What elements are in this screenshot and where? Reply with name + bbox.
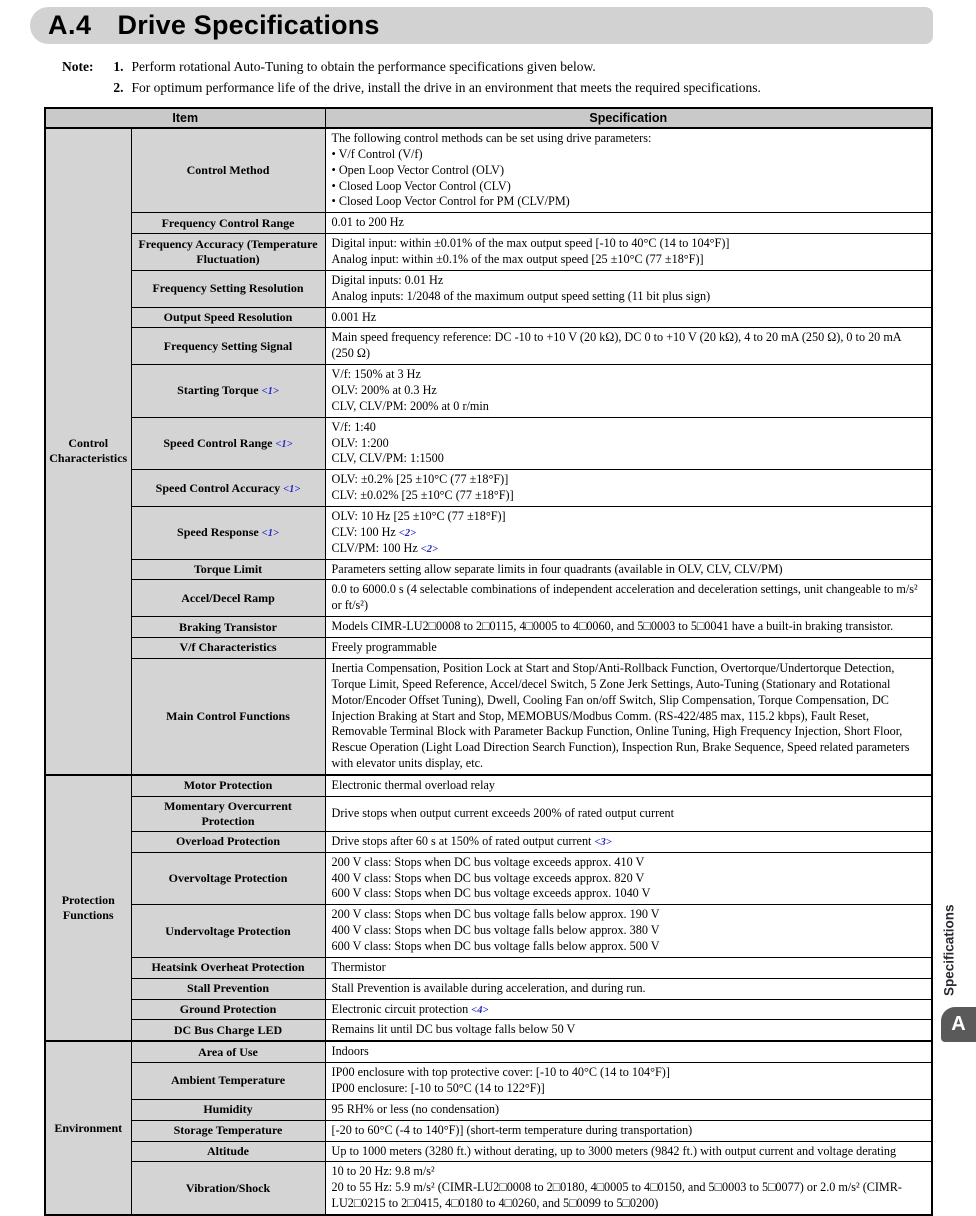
spec-line: CLV/PM: 100 Hz <2> xyxy=(331,540,439,555)
spec-line: Inertia Compensation, Position Lock at Start and Stop/Anti-Rollback Function, Overtorque/Undertorque Detection, Torque Limit, Speed Reference, Accel/decel Switch, 5 Zone Jerk Settings, Auto-Tuning (Stationary and Rotational Motor/Encoder Offset Tuning), Dwell, Cooling Fan on/off Switch, Slip Compensation, Torque Compensation, DC Injection Braking at Start and Stop, MEMOBUS/Modbus Comm. (RS-422/485 max, 115.2 kbps), Fault Reset, Removable Terminal Block with Parameter Backup Function, Online Tuning, High Frequency Injection, Short Floor, Rescue Operation (Light Load Direction Search Function), Inspection Run, Brake Sequence, Speed related parameters with elevator units display, etc. xyxy=(331,660,910,771)
spec-cell xyxy=(325,1041,932,1062)
spec-line: OLV: 10 Hz [25 ±10°C (77 ±18°F)] xyxy=(331,509,506,524)
item-cell: Momentary Overcurrent Protection xyxy=(131,796,325,831)
item-cell: Ambient Temperature xyxy=(131,1063,325,1100)
table-row xyxy=(45,1120,932,1141)
table-row xyxy=(45,1041,932,1062)
spec-line: Remains lit until DC bus voltage falls below 50 V xyxy=(331,1022,576,1037)
spec-line: • V/f Control (V/f) xyxy=(331,146,423,161)
spec-cell xyxy=(325,852,932,905)
spec-line: CLV: ±0.02% [25 ±10°C (77 ±18°F)] xyxy=(331,488,514,503)
table-row xyxy=(45,507,932,560)
item-cell: Starting Torque <1> xyxy=(131,365,325,418)
spec-cell xyxy=(325,1020,932,1041)
table-row xyxy=(45,1141,932,1162)
item-cell: Torque Limit xyxy=(131,559,325,580)
table-row xyxy=(45,1099,932,1120)
spec-cell xyxy=(325,559,932,580)
spec-line: CLV, CLV/PM: 1:1500 xyxy=(331,451,444,466)
spec-line: 600 V class: Stops when DC bus voltage falls below approx. 500 V xyxy=(331,938,660,953)
table-header-row xyxy=(45,108,932,128)
spec-cell xyxy=(325,470,932,507)
group-cell: Protection Functions xyxy=(45,775,131,1041)
item-cell: V/f Characteristics xyxy=(131,638,325,659)
spec-cell xyxy=(325,905,932,958)
spec-cell xyxy=(325,307,932,328)
spec-line: 10 to 20 Hz: 9.8 m/s² xyxy=(331,1164,435,1179)
table-row xyxy=(45,999,932,1020)
spec-cell xyxy=(325,978,932,999)
spec-line: 0.0 to 6000.0 s (4 selectable combinations of independent acceleration and deceleration settings, unit changeable to m/s² or ft/s²) xyxy=(331,582,918,613)
table-row xyxy=(45,580,932,617)
spec-line: Analog inputs: 1/2048 of the maximum output speed setting (11 bit plus sign) xyxy=(331,288,711,303)
note-number: 1. xyxy=(113,59,124,74)
spec-line: Drive stops after 60 s at 150% of rated output current <3> xyxy=(331,833,612,848)
note-items xyxy=(103,57,760,99)
spec-line: 400 V class: Stops when DC bus voltage exceeds approx. 820 V xyxy=(331,870,645,885)
footnote-marker: <2> xyxy=(398,527,417,539)
table-row xyxy=(45,905,932,958)
table-row xyxy=(45,658,932,775)
table-row xyxy=(45,1063,932,1100)
spec-line: Drive stops when output current exceeds 200% of rated output current xyxy=(331,805,675,820)
spec-line: Digital inputs: 0.01 Hz xyxy=(331,272,444,287)
spec-line: The following control methods can be set using drive parameters: xyxy=(331,131,652,145)
table-row xyxy=(45,957,932,978)
appendix-tab-letter: A xyxy=(951,1013,966,1035)
group-cell: Environment xyxy=(45,1041,131,1215)
spec-line: 200 V class: Stops when DC bus voltage exceeds approx. 410 V xyxy=(331,854,645,869)
table-row xyxy=(45,1162,932,1215)
item-cell: Main Control Functions xyxy=(131,658,325,775)
item-cell: Speed Control Range <1> xyxy=(131,417,325,470)
spec-line: 400 V class: Stops when DC bus voltage falls below approx. 380 V xyxy=(331,923,660,938)
spec-cell xyxy=(325,365,932,418)
spec-line: V/f: 1:40 xyxy=(331,419,376,434)
footnote-marker: <3> xyxy=(594,836,612,848)
spec-line: 0.001 Hz xyxy=(331,309,377,324)
spec-line: Models CIMR-LU2□0008 to 2□0115, 4□0005 to 4□0060, and 5□0003 to 5□0041 have a built-in braking transistor. xyxy=(331,619,894,634)
spec-line: Digital input: within ±0.01% of the max output speed [-10 to 40°C (14 to 104°F)] xyxy=(331,236,730,251)
item-cell: Heatsink Overheat Protection xyxy=(131,957,325,978)
column-header-item: Item xyxy=(45,108,325,128)
spec-cell xyxy=(325,1141,932,1162)
table-row xyxy=(45,128,932,213)
table-row xyxy=(45,617,932,638)
item-cell: Storage Temperature xyxy=(131,1120,325,1141)
spec-line: Electronic thermal overload relay xyxy=(331,777,495,792)
note-text: For optimum performance life of the drive, install the drive in an environment that meets the required specifications. xyxy=(131,79,761,95)
item-cell: Frequency Accuracy (Temperature Fluctuation) xyxy=(131,234,325,271)
table-row xyxy=(45,559,932,580)
spec-line: 20 to 55 Hz: 5.9 m/s² (CIMR-LU2□0008 to 2□0180, 4□0005 to 4□0150, and 5□0003 to 5□0077) or 2.0 m/s² (CIMR-LU2□0215 to 2□0415, 4□0180 to 4□0260, and 5□0099 to 5□0200) xyxy=(331,1180,902,1211)
table-row xyxy=(45,638,932,659)
spec-line: 0.01 to 200 Hz xyxy=(331,215,404,230)
item-cell: Overload Protection xyxy=(131,831,325,852)
item-cell: Area of Use xyxy=(131,1041,325,1062)
footnote-marker: <1> xyxy=(283,483,301,495)
item-cell: Overvoltage Protection xyxy=(131,852,325,905)
spec-cell xyxy=(325,831,932,852)
spec-cell xyxy=(325,1120,932,1141)
footnote-marker: <4> xyxy=(471,1004,489,1016)
table-row xyxy=(45,417,932,470)
footnote-marker: <1> xyxy=(275,438,293,450)
section-title-banner xyxy=(30,7,933,44)
item-cell: Control Method xyxy=(131,128,325,213)
spec-line: Electronic circuit protection <4> xyxy=(331,1001,489,1016)
spec-line: 95 RH% or less (no condensation) xyxy=(331,1101,500,1116)
spec-line: [-20 to 60°C (-4 to 140°F)] (short-term temperature during transportation) xyxy=(331,1122,693,1137)
item-cell: Accel/Decel Ramp xyxy=(131,580,325,617)
section-number: A.4 xyxy=(48,10,92,40)
note-row xyxy=(103,57,760,78)
notes-block xyxy=(62,57,761,99)
table-row xyxy=(45,775,932,796)
item-cell: Undervoltage Protection xyxy=(131,905,325,958)
sidebar-vertical-label: Specifications xyxy=(941,904,957,996)
spec-line: Indoors xyxy=(331,1044,369,1059)
table-row xyxy=(45,852,932,905)
table-row xyxy=(45,470,932,507)
spec-cell xyxy=(325,999,932,1020)
spec-cell xyxy=(325,213,932,234)
item-cell: Altitude xyxy=(131,1141,325,1162)
item-cell: Motor Protection xyxy=(131,775,325,796)
spec-line: 600 V class: Stops when DC bus voltage exceeds approx. 1040 V xyxy=(331,886,651,901)
spec-line: Main speed frequency reference: DC -10 to +10 V (20 kΩ), DC 0 to +10 V (20 kΩ), 4 to 20 mA (250 Ω), 0 to 20 mA (250 Ω) xyxy=(331,330,901,361)
spec-line: Analog input: within ±0.1% of the max output speed [25 ±10°C (77 ±18°F)] xyxy=(331,252,704,267)
item-cell: Output Speed Resolution xyxy=(131,307,325,328)
spec-cell xyxy=(325,234,932,271)
table-row xyxy=(45,307,932,328)
spec-cell xyxy=(325,580,932,617)
item-cell: DC Bus Charge LED xyxy=(131,1020,325,1041)
table-row xyxy=(45,270,932,307)
table-row xyxy=(45,978,932,999)
item-cell: Ground Protection xyxy=(131,999,325,1020)
spec-line: • Open Loop Vector Control (OLV) xyxy=(331,162,505,177)
spec-cell xyxy=(325,128,932,213)
spec-line: OLV: ±0.2% [25 ±10°C (77 ±18°F)] xyxy=(331,472,509,487)
spec-line: IP00 enclosure: [-10 to 50°C (14 to 122°F)] xyxy=(331,1080,545,1095)
item-cell: Stall Prevention xyxy=(131,978,325,999)
spec-line: Freely programmable xyxy=(331,640,437,655)
spec-line: • Closed Loop Vector Control for PM (CLV/PM) xyxy=(331,194,570,209)
spec-cell xyxy=(325,796,932,831)
spec-line: CLV, CLV/PM: 200% at 0 r/min xyxy=(331,398,489,413)
spec-line: 200 V class: Stops when DC bus voltage falls below approx. 190 V xyxy=(331,907,660,922)
item-cell: Speed Response <1> xyxy=(131,507,325,560)
spec-cell xyxy=(325,328,932,365)
item-cell: Humidity xyxy=(131,1099,325,1120)
footnote-marker: <1> xyxy=(261,386,279,398)
table-row xyxy=(45,234,932,271)
item-cell: Frequency Control Range xyxy=(131,213,325,234)
table-row xyxy=(45,1020,932,1041)
note-label: Note: xyxy=(62,59,94,74)
item-cell: Speed Control Accuracy <1> xyxy=(131,470,325,507)
spec-line: Thermistor xyxy=(331,959,386,974)
page-title: Drive Specifications xyxy=(117,10,380,40)
footnote-marker: <1> xyxy=(261,528,279,540)
note-number: 2. xyxy=(113,79,124,95)
note-text: Perform rotational Auto-Tuning to obtain the performance specifications given below. xyxy=(131,59,596,74)
item-cell: Frequency Setting Signal xyxy=(131,328,325,365)
spec-cell xyxy=(325,417,932,470)
drive-specifications-table xyxy=(44,107,933,1216)
spec-line: Up to 1000 meters (3280 ft.) without derating, up to 3000 meters (9842 ft.) with output current and voltage derating xyxy=(331,1143,897,1158)
table-row xyxy=(45,831,932,852)
spec-line: Parameters setting allow separate limits in four quadrants (available in OLV, CLV, CLV/PM) xyxy=(331,561,783,576)
appendix-tab xyxy=(941,1007,976,1042)
spec-cell xyxy=(325,957,932,978)
spec-line: • Closed Loop Vector Control (CLV) xyxy=(331,178,511,193)
spec-cell xyxy=(325,775,932,796)
note-row xyxy=(103,78,760,99)
item-cell: Frequency Setting Resolution xyxy=(131,270,325,307)
footnote-marker: <2> xyxy=(420,543,439,555)
table-row xyxy=(45,365,932,418)
spec-cell xyxy=(325,1099,932,1120)
spec-cell xyxy=(325,1063,932,1100)
table-row xyxy=(45,213,932,234)
spec-line: Stall Prevention is available during acceleration, and during run. xyxy=(331,980,646,995)
table-row xyxy=(45,796,932,831)
spec-line: OLV: 1:200 xyxy=(331,435,389,450)
spec-cell xyxy=(325,617,932,638)
table-row xyxy=(45,328,932,365)
spec-line: OLV: 200% at 0.3 Hz xyxy=(331,383,437,398)
spec-cell xyxy=(325,658,932,775)
group-cell: Control Characteristics xyxy=(45,128,131,775)
item-cell: Vibration/Shock xyxy=(131,1162,325,1215)
item-cell: Braking Transistor xyxy=(131,617,325,638)
spec-cell xyxy=(325,1162,932,1215)
spec-line: CLV: 100 Hz <2> xyxy=(331,524,417,539)
spec-cell xyxy=(325,270,932,307)
spec-cell xyxy=(325,507,932,560)
column-header-specification: Specification xyxy=(325,108,932,128)
spec-line: V/f: 150% at 3 Hz xyxy=(331,367,421,382)
spec-cell xyxy=(325,638,932,659)
spec-line: IP00 enclosure with top protective cover: [-10 to 40°C (14 to 104°F)] xyxy=(331,1065,670,1080)
